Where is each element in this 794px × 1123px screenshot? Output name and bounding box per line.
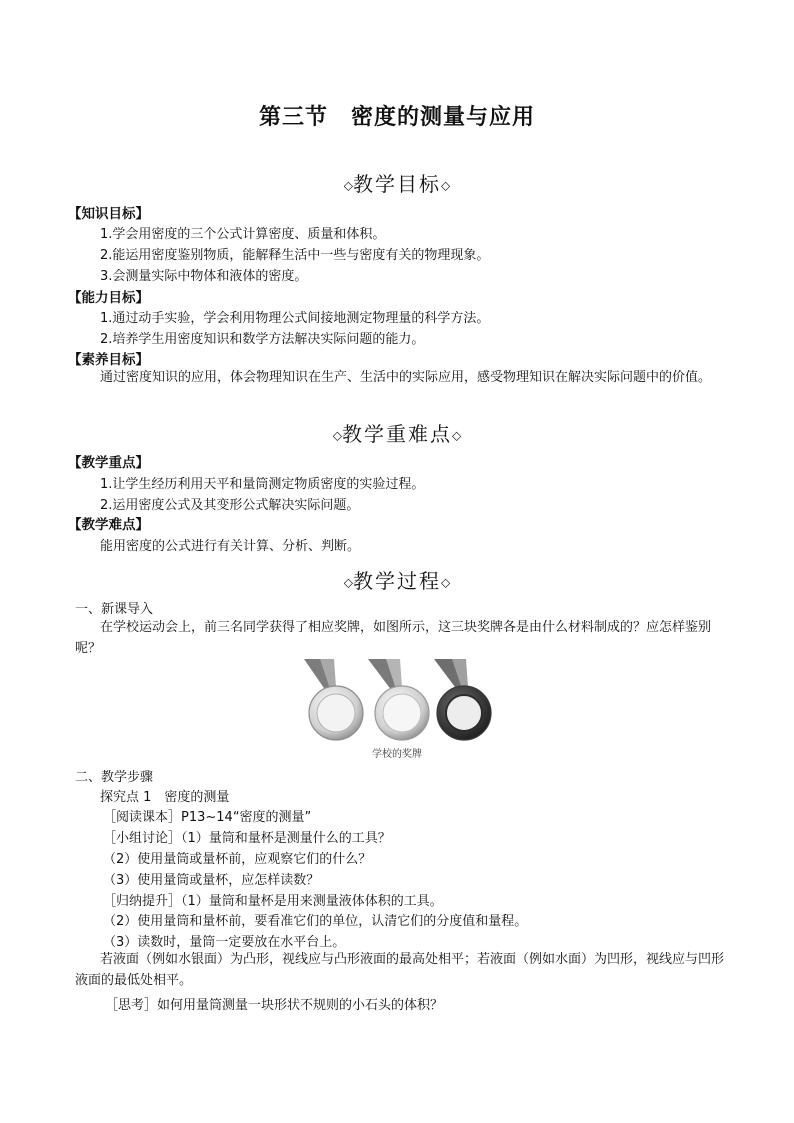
meniscus-text: 若液面（例如水银面）为凸形，视线应与凸形液面的最高处相平；若液面（例如水面）为凹形，视线应与凹形液面的最低处相平。: [75, 952, 725, 988]
step-line: （3）读数时，量筒一定要放在水平台上。: [103, 935, 346, 950]
knowledge-goal-item: 2.能运用密度鉴别物质，能解释生活中一些与密度有关的物理现象。: [100, 248, 490, 263]
step-line: ［归纳提升］（1）量筒和量杯是用来测量液体体积的工具。: [103, 894, 443, 909]
key-point-item: 2.运用密度公式及其变形公式解决实际问题。: [100, 498, 360, 513]
diamond-icon: ◇: [441, 575, 451, 590]
key-point-label: 【教学重点】: [68, 455, 149, 471]
knowledge-goal-label: 【知识目标】: [68, 206, 149, 222]
difficult-point-label: 【教学难点】: [68, 517, 149, 533]
think-question: ［思考］如何用量筒测量一块形状不规则的小石头的体积？: [105, 998, 444, 1013]
page-title: 第三节 密度的测量与应用: [258, 105, 535, 130]
step-line: （3）使用量筒或量杯，应怎样读数？: [103, 873, 320, 888]
step-line: （2）使用量筒和量杯前，要看准它们的单位，认清它们的分度值和量程。: [103, 914, 528, 929]
part1-text: 在学校运动会上，前三名同学获得了相应奖牌，如图所示，这三块奖牌各是由什么材料制成的？应怎样鉴别呢？: [75, 620, 712, 656]
key-point-item: 1.让学生经历利用天平和量筒测定物质密度的实验过程。: [100, 477, 425, 492]
ability-goal-item: 1.通过动手实验，学会利用物理公式间接地测定物理量的科学方法。: [100, 311, 490, 326]
diamond-icon: ◇: [343, 178, 353, 193]
literacy-goal-text: 通过密度知识的应用，体会物理知识在生产、生活中的实际应用，感受物理知识在解决实际问题中的价值。: [100, 370, 712, 385]
diamond-icon: ◇: [332, 428, 342, 443]
diamond-icon: ◇: [441, 178, 451, 193]
diamond-icon: ◇: [452, 428, 462, 443]
step-line: ［阅读课本］P13~14“密度的测量”: [103, 810, 312, 825]
section-heading-goals: [0, 168, 794, 197]
knowledge-goal-item: 1.学会用密度的三个公式计算密度、质量和体积。: [100, 227, 386, 242]
difficult-point-text: 能用密度的公式进行有关计算、分析、判断。: [100, 539, 361, 554]
figure-caption: 学校的奖牌: [372, 749, 422, 760]
part2-heading: 二、教学步骤: [75, 770, 154, 785]
step-line: （2）使用量筒或量杯前，应观察它们的什么？: [103, 852, 372, 867]
part1-heading: 一、新课导入: [75, 602, 154, 617]
section-heading-process: [0, 565, 794, 594]
section-title-goals: 教学目标: [353, 172, 441, 196]
ability-goal-item: 2.培养学生用密度知识和数学方法解决实际问题的能力。: [100, 332, 425, 347]
diamond-icon: ◇: [343, 575, 353, 590]
literacy-goal-label: 【素养目标】: [68, 352, 149, 368]
section-title-keypoints: 教学重难点: [342, 422, 452, 446]
step-line: ［小组讨论］（1）量筒和量杯是测量什么的工具？: [103, 831, 391, 846]
explore-point-1: 探究点 1 密度的测量: [100, 790, 230, 805]
ability-goal-label: 【能力目标】: [68, 290, 149, 306]
knowledge-goal-item: 3.会测量实际中物体和液体的密度。: [100, 269, 308, 284]
section-title-process: 教学过程: [353, 569, 441, 593]
medals-image: [296, 657, 496, 743]
section-heading-keypoints: [0, 418, 794, 447]
